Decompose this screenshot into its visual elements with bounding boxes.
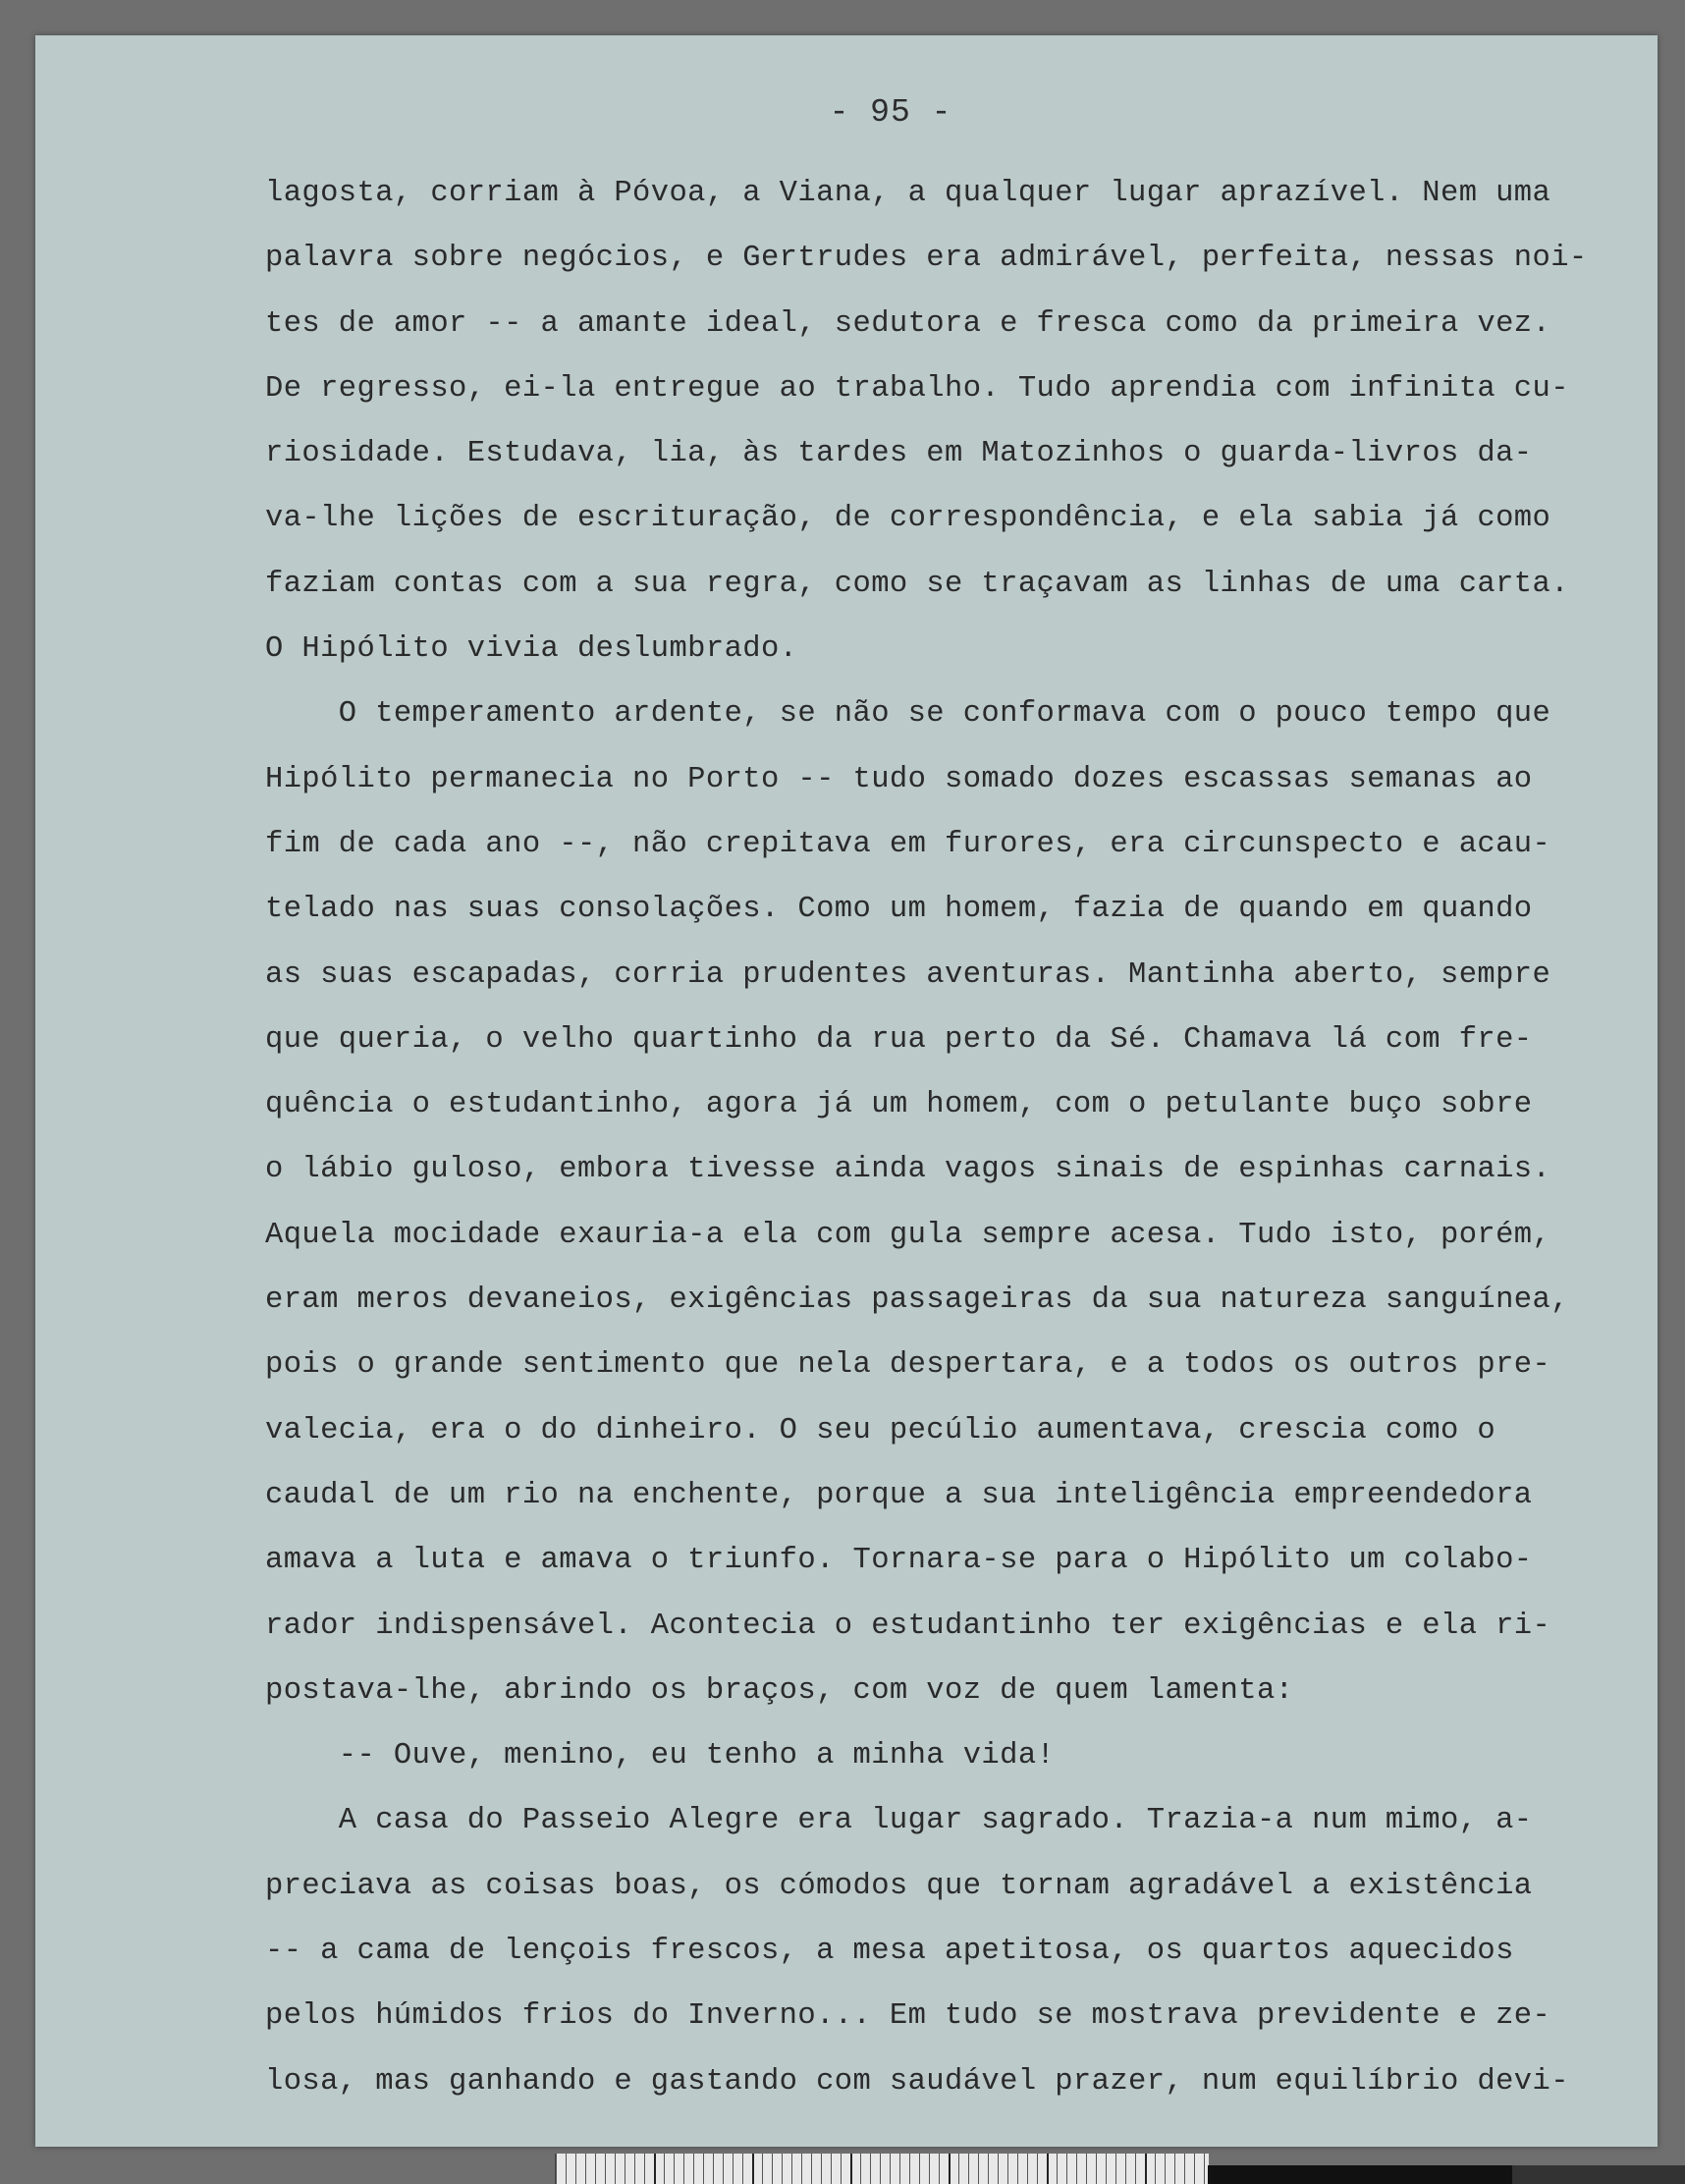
text-line: preciava as coisas boas, os cómodos que tornam agradável a existência <box>265 1869 1533 1903</box>
text-line: amava a luta e amava o triunfo. Tornara-se para o Hipólito um colabo- <box>265 1544 1533 1578</box>
text-line: faziam contas com a sua regra, como se traçavam as linhas de uma carta. <box>265 567 1569 601</box>
text-line: -- Ouve, menino, eu tenho a minha vida! <box>265 1739 1056 1774</box>
text-line: o lábio guloso, embora tivesse ainda vagos sinais de espinhas carnais. <box>265 1153 1551 1187</box>
text-line: riosidade. Estudava, lia, às tardes em Matozinhos o guarda-livros da- <box>265 437 1533 471</box>
text-line: -- a cama de lençois frescos, a mesa apetitosa, os quartos aquecidos <box>265 1935 1514 1969</box>
text-line: A casa do Passeio Alegre era lugar sagrado. Trazia-a num mimo, a- <box>265 1804 1533 1838</box>
text-line: losa, mas ganhando e gastando com saudável prazer, num equilíbrio devi- <box>265 2064 1569 2099</box>
text-line: postava-lhe, abrindo os braços, com voz de quem lamenta: <box>265 1673 1294 1708</box>
ruler-mark <box>752 2154 754 2184</box>
text-line: pelos húmidos frios do Inverno... Em tudo se mostrava previdente e ze- <box>265 1999 1551 2034</box>
text-line: valecia, era o do dinheiro. O seu pecúlio aumentava, crescia como o <box>265 1413 1496 1447</box>
text-line: lagosta, corriam à Póvoa, a Viana, a qualquer lugar aprazível. Nem uma <box>265 177 1551 210</box>
text-line: que queria, o velho quartinho da rua perto da Sé. Chamava lá com fre- <box>265 1022 1533 1057</box>
text-line: Aquela mocidade exauria-a ela com gula sempre acesa. Tudo isto, porém, <box>265 1218 1551 1252</box>
ruler-mark <box>949 2154 951 2184</box>
text-line: O Hipólito vivia deslumbrado. <box>265 632 798 667</box>
text-line: Hipólito permanecia no Porto -- tudo somado dozes escassas semanas ao <box>265 762 1533 796</box>
text-line: tes de amor -- a amante ideal, sedutora e fresca como da primeira vez. <box>265 306 1551 341</box>
text-line: telado nas suas consolações. Como um homem, fazia de quando em quando <box>265 893 1533 927</box>
text-line: eram meros devaneios, exigências passageiras da sua natureza sanguínea, <box>265 1283 1569 1318</box>
color-target-gray <box>1512 2165 1685 2184</box>
text-line: caudal de um rio na enchente, porque a sua inteligência empreendedora <box>265 1478 1533 1512</box>
ruler-mark <box>1145 2154 1147 2184</box>
page-number: - 95 - <box>829 94 952 131</box>
text-line: pois o grande sentimento que nela despertara, e a todos os outros pre- <box>265 1348 1551 1383</box>
ruler-mark <box>850 2154 852 2184</box>
scale-ruler <box>555 2154 1209 2184</box>
text-line: palavra sobre negócios, e Gertrudes era admirável, perfeita, nessas noi- <box>265 242 1588 276</box>
ruler-mark <box>654 2154 656 2184</box>
text-line: as suas escapadas, corria prudentes aventuras. Mantinha aberto, sempre <box>265 957 1551 992</box>
typewritten-page <box>35 35 1658 2147</box>
text-line: De regresso, ei-la entregue ao trabalho. Tudo aprendia com infinita cu- <box>265 371 1569 406</box>
ruler-mark <box>1047 2154 1049 2184</box>
text-line: quência o estudantinho, agora já um homem, com o petulante buço sobre <box>265 1088 1533 1122</box>
page-body <box>265 161 1679 2114</box>
text-line: O temperamento ardente, se não se conformava com o pouco tempo que <box>265 697 1551 732</box>
text-line: fim de cada ano --, não crepitava em furores, era circunspecto e acau- <box>265 827 1551 861</box>
text-line: va-lhe lições de escrituração, de correspondência, e ela sabia já como <box>265 502 1551 536</box>
color-target-black <box>1208 2165 1512 2184</box>
text-line: rador indispensável. Acontecia o estudantinho ter exigências e ela ri- <box>265 1609 1551 1643</box>
